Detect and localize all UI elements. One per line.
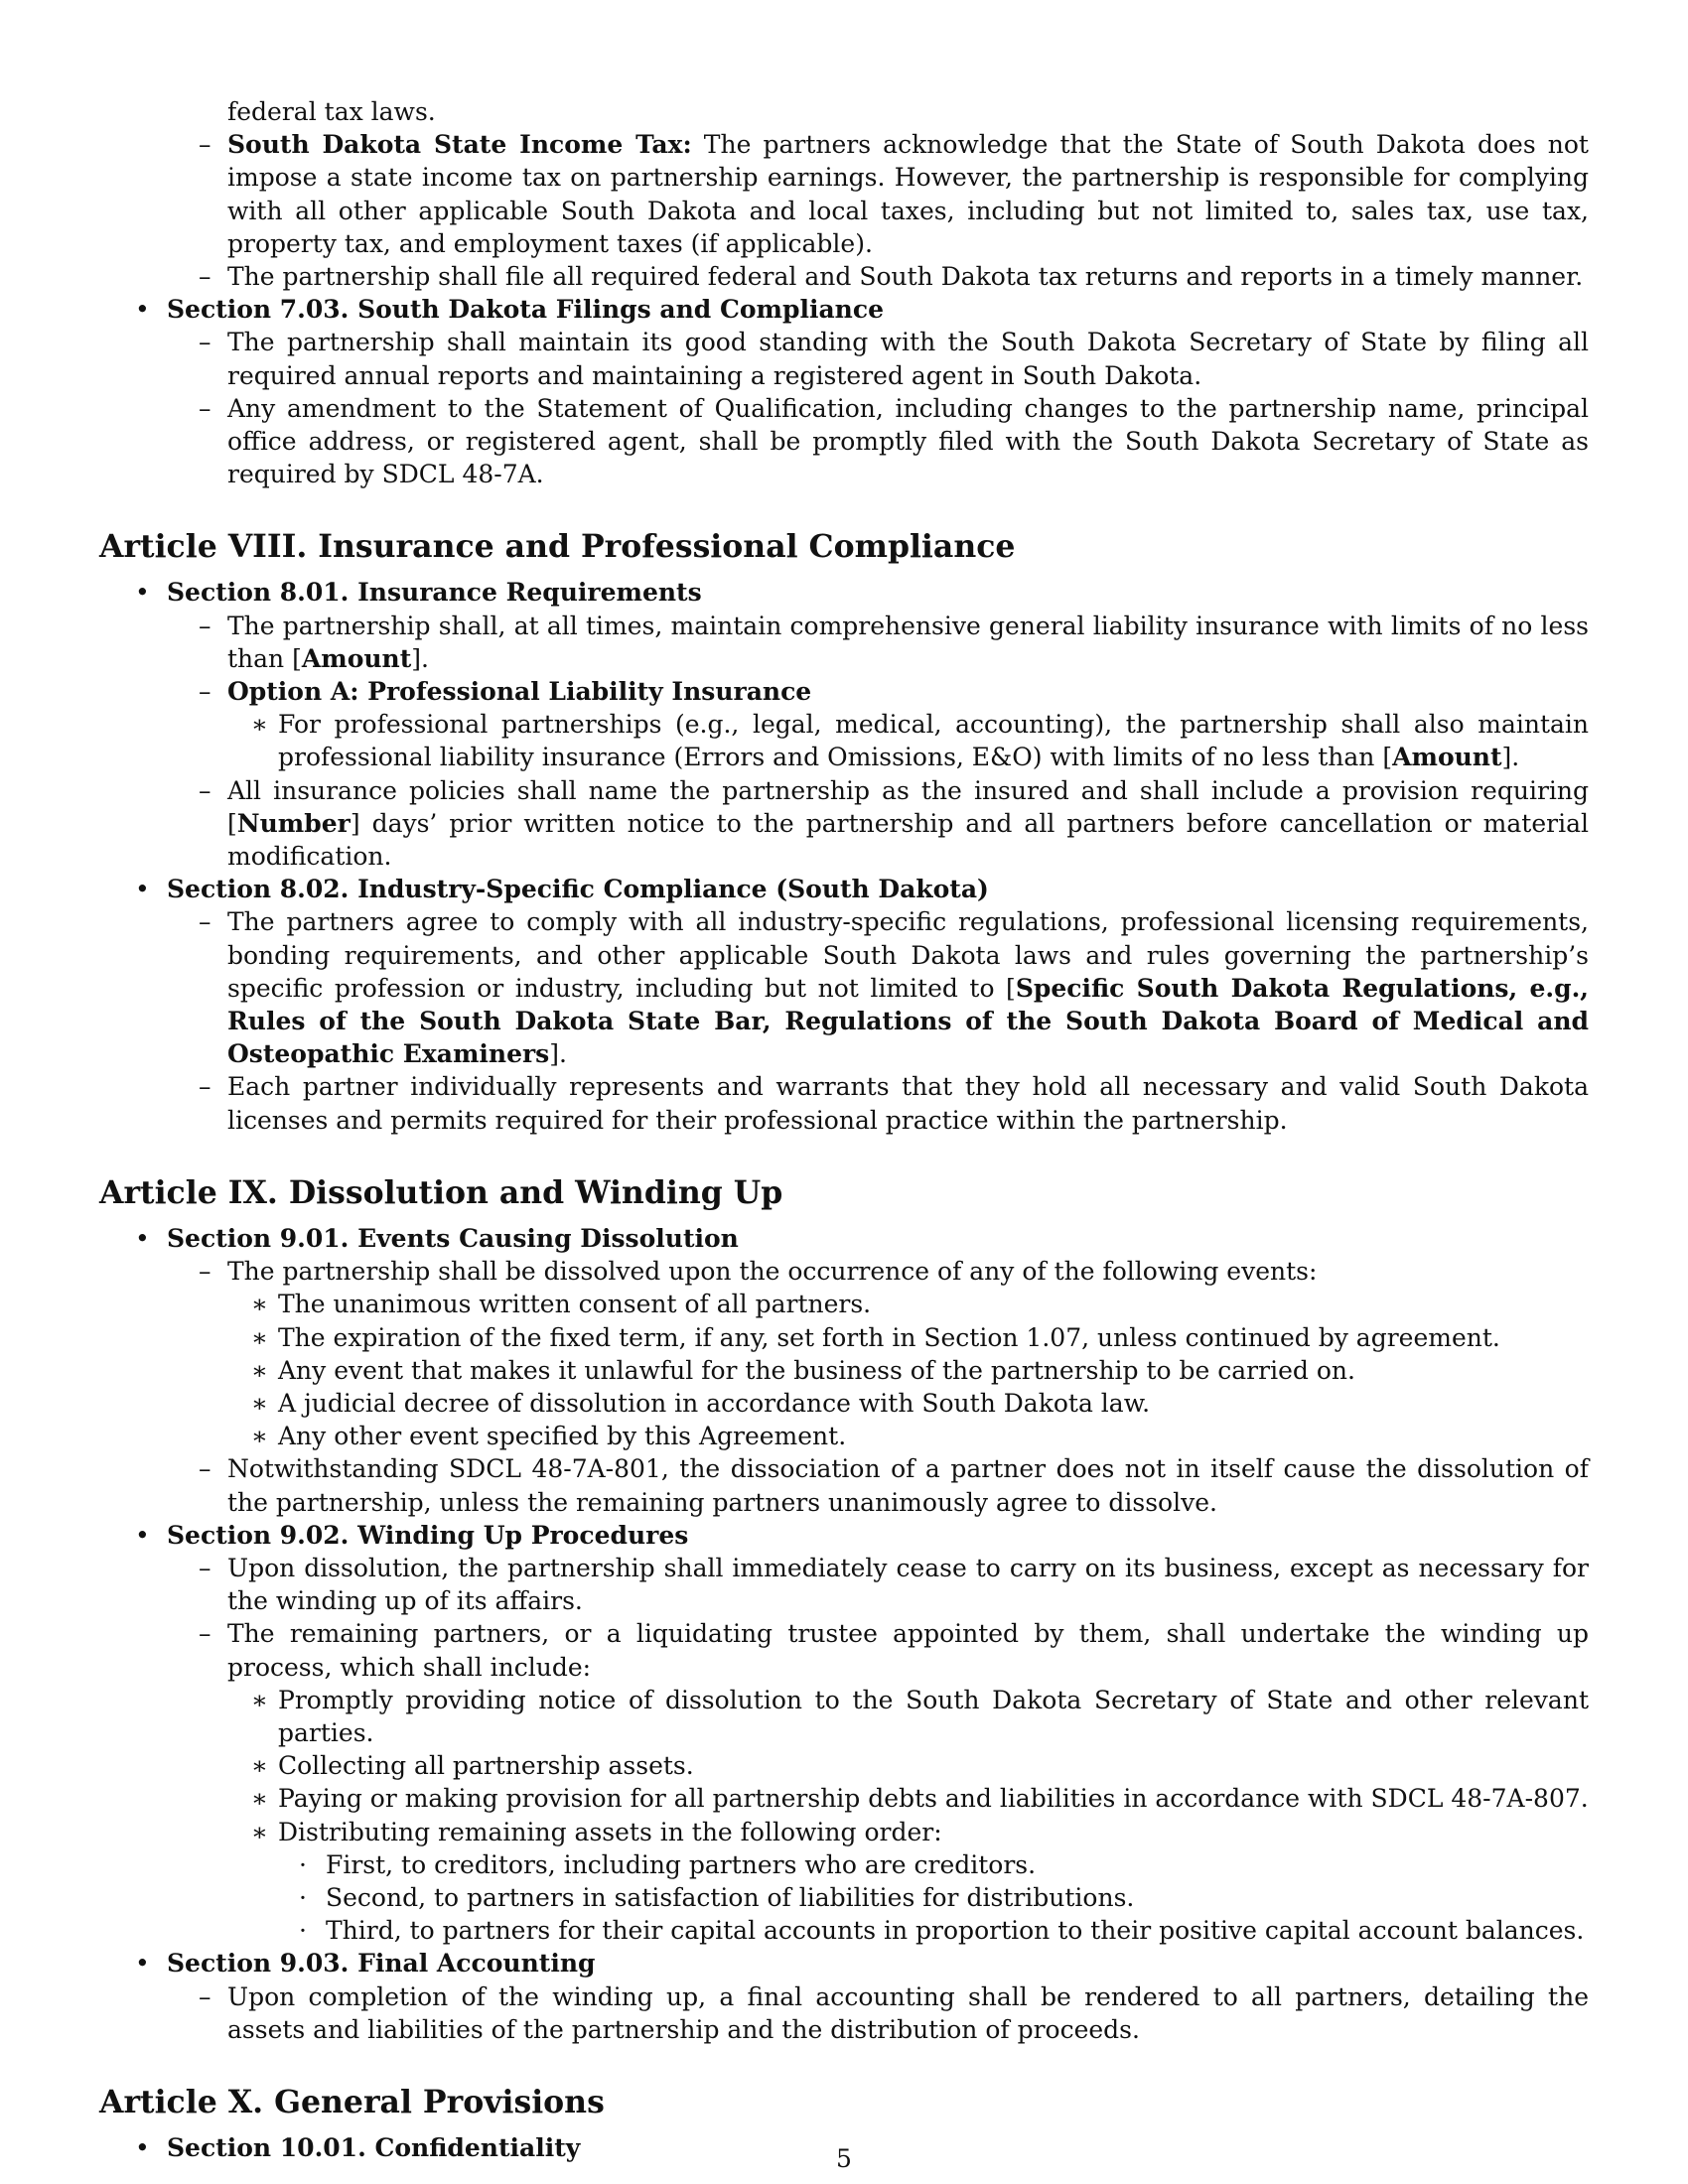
section-9-03	[99, 1947, 1589, 1979]
section-8-01	[99, 576, 1589, 609]
list-item-text: Collecting all partnership assets.	[278, 1751, 694, 1781]
list-item	[99, 1420, 1589, 1452]
dash-marker: –	[199, 1553, 211, 1582]
section-title: Section 9.02. Winding Up Procedures	[167, 1520, 689, 1550]
list-item-text: ].	[411, 643, 429, 673]
bullet-marker: •	[135, 295, 150, 325]
list-item	[99, 1452, 1589, 1518]
dash-marker: –	[199, 393, 211, 423]
list-item-text: Distributing remaining assets in the following order:	[278, 1817, 942, 1846]
list-item-text: A judicial decree of dissolution in accordance with South Dakota law.	[278, 1388, 1151, 1418]
list-item	[99, 774, 1589, 874]
page-number: 5	[836, 2144, 852, 2173]
list-item-text: The partnership shall, at all times, maintain comprehensive general liability insurance with limits of no less than [	[227, 611, 1589, 673]
dash-marker: –	[199, 1454, 211, 1484]
list-item-text: Any amendment to the Statement of Qualification, including changes to the partnership name, principal office address, or registered agent, shall be promptly filed with the South Dakota Secretary of State as required by SDCL 48-7A.	[227, 393, 1589, 489]
list-item	[99, 1980, 1589, 2046]
list-item-text: First, to creditors, including partners who are creditors.	[326, 1849, 1037, 1879]
list-item	[99, 1255, 1589, 1288]
list-item	[99, 1552, 1589, 1617]
dash-marker: –	[199, 907, 211, 937]
dot-marker: ·	[299, 1849, 307, 1879]
list-item-text: The partnership shall maintain its good standing with the South Dakota Secretary of State by filing all required annual reports and maintaining a registered agent in South Dakota.	[227, 328, 1589, 390]
dash-marker: –	[199, 262, 211, 292]
dash-marker: –	[199, 677, 211, 707]
bullet-marker: •	[135, 1223, 150, 1253]
list-item	[99, 905, 1589, 1070]
list-item	[99, 1881, 1589, 1914]
list-item-text: The partnership shall be dissolved upon the occurrence of any of the following events:	[227, 1257, 1318, 1287]
continued-text: federal tax laws.	[227, 97, 436, 126]
section-9-02	[99, 1519, 1589, 1552]
section-title: Section 7.03. South Dakota Filings and Compliance	[167, 295, 884, 325]
list-item-text: Upon dissolution, the partnership shall immediately cease to carry on its business, except as necessary for the winding up of its affairs.	[227, 1553, 1589, 1616]
list-item	[99, 708, 1589, 773]
list-item-text: Promptly providing notice of dissolution to the South Dakota Secretary of State and other relevant parties.	[278, 1685, 1589, 1747]
section-title: Section 9.01. Events Causing Dissolution	[167, 1223, 739, 1253]
number-placeholder: Number	[236, 808, 351, 838]
list-item	[99, 260, 1589, 293]
list-item-text: The unanimous written consent of all partners.	[278, 1290, 872, 1319]
bullet-marker: •	[135, 1949, 150, 1979]
asterisk-marker: ∗	[251, 1817, 268, 1846]
list-item-text: For professional partnerships (e.g., legal, medical, accounting), the partnership shall also maintain professional liability insurance (Errors and Omissions, E&O) with limits of no less than [	[278, 710, 1589, 772]
list-item	[99, 1387, 1589, 1420]
bullet-marker: •	[135, 2132, 150, 2162]
list-item-text: Upon completion of the winding up, a final accounting shall be rendered to all partners, detailing the assets and liabilities of the partnership and the distribution of proceeds.	[227, 1981, 1589, 2044]
asterisk-marker: ∗	[251, 710, 268, 740]
list-item-text: Second, to partners in satisfaction of liabilities for distributions.	[326, 1882, 1135, 1912]
list-item	[99, 610, 1589, 675]
bullet-marker: •	[135, 875, 150, 904]
dot-marker: ·	[299, 1882, 307, 1912]
list-item	[99, 1321, 1589, 1354]
option-a-title: Option A: Professional Liability Insurance	[227, 677, 812, 707]
article-heading: Article X. General Provisions	[99, 2083, 605, 2120]
list-item-text: Any event that makes it unlawful for the business of the partnership to be carried on.	[278, 1355, 1355, 1385]
bullet-marker: •	[135, 1520, 150, 1550]
section-title: Section 8.02. Industry-Specific Compliance (South Dakota)	[167, 875, 989, 904]
section-7-03	[99, 293, 1589, 326]
list-item-text: All insurance policies shall name the partnership as the insured and shall include a provision requiring [	[227, 775, 1589, 838]
list-item	[99, 1354, 1589, 1387]
list-item-text: Any other event specified by this Agreement.	[278, 1422, 847, 1451]
section-title: Section 10.01. Confidentiality	[167, 2132, 581, 2162]
section-8-02	[99, 873, 1589, 905]
list-item	[99, 1848, 1589, 1881]
article-heading: Article VIII. Insurance and Professional Compliance	[99, 528, 1016, 566]
dash-marker: –	[199, 1981, 211, 2011]
amount-placeholder: Amount	[1392, 743, 1502, 772]
list-item	[99, 1914, 1589, 1947]
dash-marker: –	[199, 1257, 211, 1287]
section-title: Section 9.03. Final Accounting	[167, 1949, 596, 1979]
list-item-text: The partners agree to comply with all industry-specific regulations, professional licensing requirements, bonding requirements, and other applicable South Dakota laws and rules governing the partnership’s specific profession or industry, including but not limited to [	[227, 907, 1589, 1003]
dash-marker: –	[199, 1072, 211, 1102]
dash-marker: –	[199, 1619, 211, 1649]
list-item-text: ].	[549, 1039, 567, 1069]
list-item	[99, 1816, 1589, 1848]
list-item-text: ] days’ prior written notice to the partnership and all partners before cancellation or material modification.	[227, 808, 1589, 872]
list-item	[99, 392, 1589, 491]
asterisk-marker: ∗	[251, 1685, 268, 1714]
list-item	[99, 1617, 1589, 1683]
amount-placeholder: Amount	[301, 643, 412, 673]
asterisk-marker: ∗	[251, 1422, 268, 1451]
asterisk-marker: ∗	[251, 1751, 268, 1781]
list-item	[99, 675, 1589, 708]
sd-income-tax-title: South Dakota State Income Tax:	[227, 130, 692, 160]
sd-income-tax-text: The partners acknowledge that the State of South Dakota does not impose a state income tax on partnership earnings. However, the partnership is responsible for complying with all other applicable South Dakota and local taxes, including but not limited to, sales tax, use tax, property tax, and employment taxes (if applicable).	[227, 130, 1589, 258]
asterisk-marker: ∗	[251, 1290, 268, 1319]
list-item	[99, 1684, 1589, 1749]
list-item-text: ].	[1501, 743, 1520, 772]
list-item	[99, 128, 1589, 260]
asterisk-marker: ∗	[251, 1355, 268, 1385]
list-item-text: Notwithstanding SDCL 48-7A-801, the dissociation of a partner does not in itself cause the dissolution of the partnership, unless the remaining partners unanimously agree to dissolve.	[227, 1454, 1589, 1517]
list-item	[99, 1288, 1589, 1320]
regulations-placeholder: Specific South Dakota Regulations, e.g., Rules of the South Dakota State Bar, Regulations of the South Dakota Board of Medical and Osteopathic Examiners	[227, 973, 1589, 1069]
list-item-text: The remaining partners, or a liquidating trustee appointed by them, shall undertake the winding up process, which shall include:	[227, 1619, 1589, 1682]
list-item	[99, 1070, 1589, 1136]
list-item-text: Each partner individually represents and warrants that they hold all necessary and valid South Dakota licenses and permits required for their professional practice within the partnership.	[227, 1072, 1589, 1135]
dash-marker: –	[199, 611, 211, 640]
dot-marker: ·	[299, 1916, 307, 1946]
list-item	[99, 1749, 1589, 1782]
section-title: Section 8.01. Insurance Requirements	[167, 578, 702, 608]
tax-returns-text: The partnership shall file all required federal and South Dakota tax returns and reports in a timely manner.	[227, 262, 1584, 292]
asterisk-marker: ∗	[251, 1388, 268, 1418]
list-item-text: Third, to partners for their capital accounts in proportion to their positive capital account balances.	[326, 1916, 1585, 1946]
list-item	[99, 1782, 1589, 1815]
list-item-text: The expiration of the fixed term, if any, set forth in Section 1.07, unless continued by agreement.	[278, 1322, 1500, 1352]
dash-marker: –	[199, 328, 211, 357]
list-item	[99, 326, 1589, 391]
list-item-text: Paying or making provision for all partnership debts and liabilities in accordance with SDCL 48-7A-807.	[278, 1784, 1589, 1814]
asterisk-marker: ∗	[251, 1784, 268, 1814]
dash-marker: –	[199, 775, 211, 805]
section-9-01	[99, 1222, 1589, 1255]
dash-marker: –	[199, 130, 211, 160]
bullet-marker: •	[135, 578, 150, 608]
asterisk-marker: ∗	[251, 1322, 268, 1352]
article-heading: Article IX. Dissolution and Winding Up	[99, 1173, 783, 1211]
document-page	[99, 95, 1589, 2164]
